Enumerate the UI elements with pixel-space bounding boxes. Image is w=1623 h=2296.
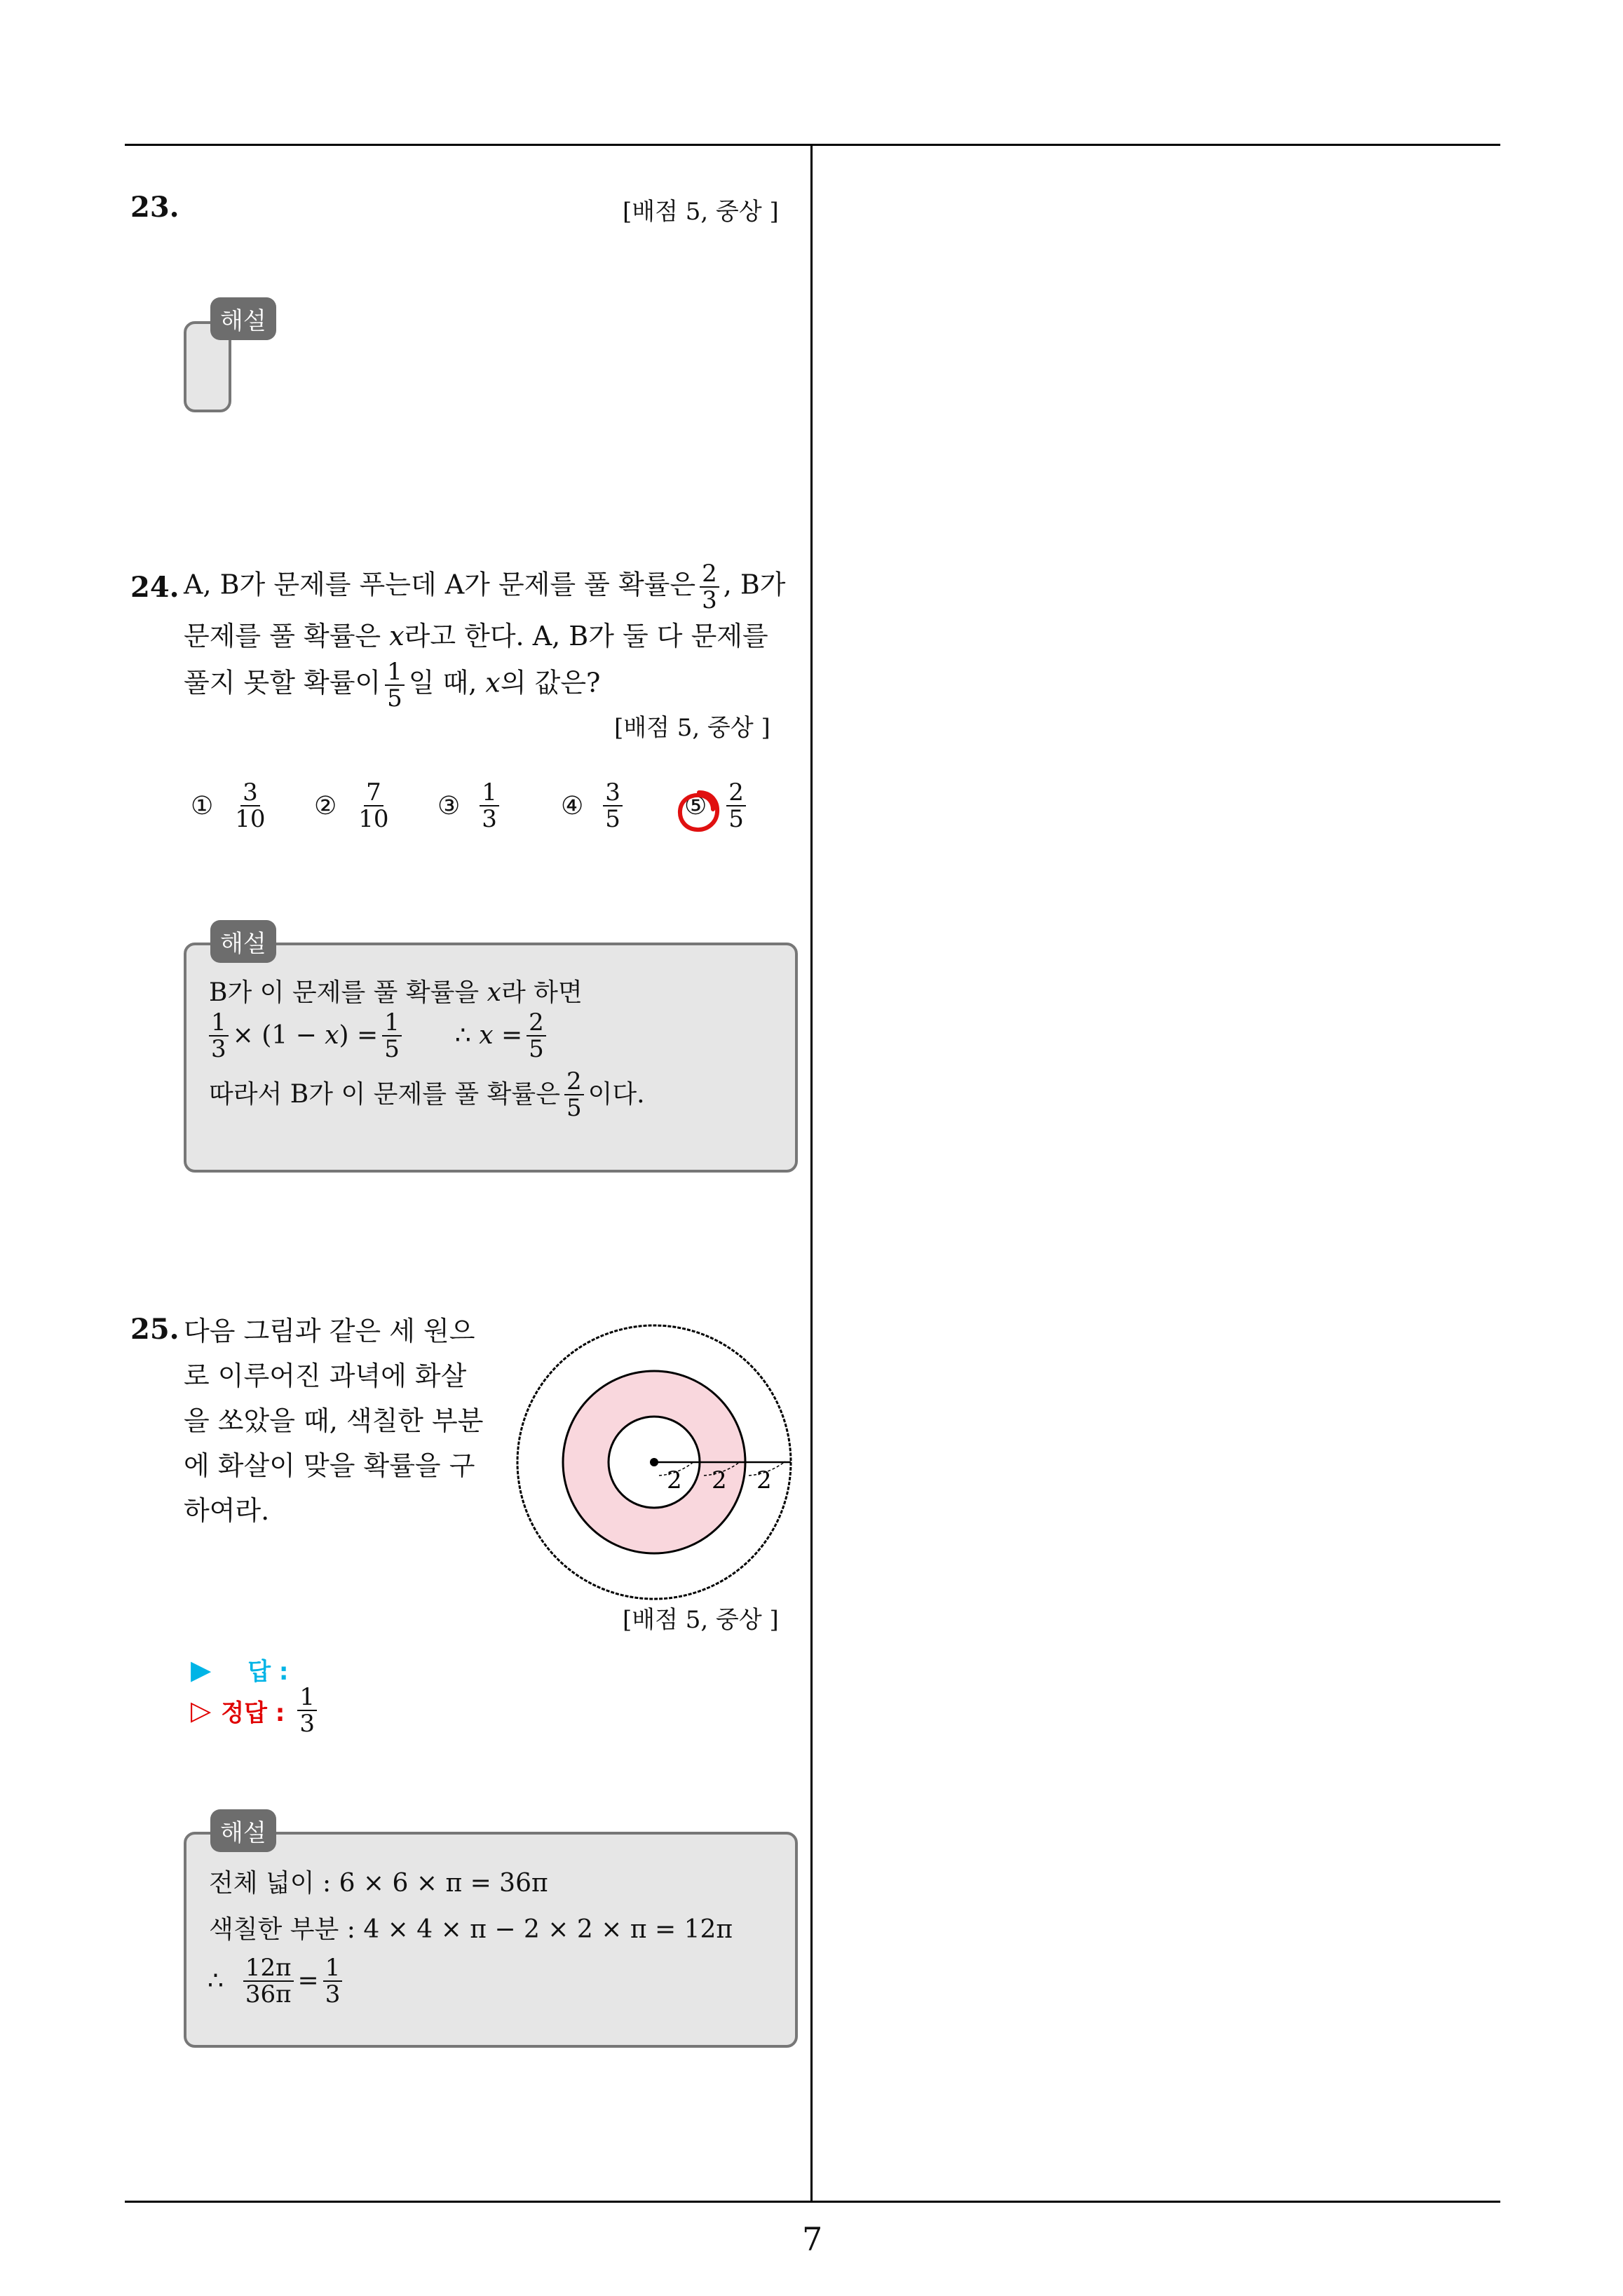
correct-answer-row (191, 1684, 321, 1736)
question-25-solution-line-2: 색칠한 부분 : 4 × 4 × π − 2 × 2 × π = 12π (209, 1915, 733, 1944)
question-24-solution-equation: $\frac{1}{3}$ × (1 − 𝑥) = $\frac{1}{5}$ ∴ 𝑥 = $\frac{2}{5}$ (205, 1010, 550, 1062)
question-24-line-2: 문제를 풀 확률은 𝑥라고 한다. A, B가 둘 다 문제를 (184, 621, 768, 651)
question-25-score: [배점 5, 중상 ] (623, 1606, 779, 1634)
question-24-text (184, 561, 801, 711)
question-24-solution-line-3: 따라서 B가 이 문제를 풀 확률은 $\frac{2}{5}$ 이다. (209, 1067, 645, 1122)
answer-label: 답 : (247, 1658, 289, 1686)
question-25-number: 25. (130, 1313, 179, 1346)
question-23-explanation-tag: 해설 (210, 297, 276, 340)
fraction: $\frac{2}{3}$ (700, 561, 719, 613)
fraction: $\frac{1}{5}$ (385, 659, 405, 711)
question-24-line-3: 풀지 못할 확률이 $\frac{1}{5}$ 일 때, 𝑥의 값은? (184, 658, 601, 713)
hollow-arrow-icon: ▷ (191, 1695, 212, 1726)
question-23-score: [배점 5, 중상 ] (623, 198, 779, 226)
question-24-explanation-tag: 해설 (210, 920, 276, 963)
page-number: 7 (802, 2220, 823, 2258)
column-divider (810, 144, 813, 2203)
choice-5[interactable]: ⑤ $\frac{2}{5}$ (684, 780, 750, 832)
choice-3[interactable]: ③ $\frac{1}{3}$ (437, 780, 503, 832)
question-24-number: 24. (130, 571, 179, 604)
question-24-score: [배점 5, 중상 ] (614, 714, 770, 742)
question-25-explanation-tag: 해설 (210, 1809, 276, 1852)
target-figure (510, 1318, 798, 1606)
correct-fraction: $\frac{1}{3}$ (297, 1684, 317, 1736)
question-24-solution-line-1: B가 이 문제를 풀 확률을 𝑥라 하면 (209, 978, 583, 1007)
question-25-solution-line-1: 전체 넓이 : 6 × 6 × π = 36π (209, 1869, 548, 1898)
bottom-rule (125, 2201, 1500, 2203)
radius-label-2: 2 (712, 1466, 727, 1494)
choice-2[interactable]: ② $\frac{7}{10}$ (314, 778, 389, 833)
radius-label-3: 2 (756, 1466, 772, 1494)
selected-answer-circle-mark (673, 785, 725, 837)
correct-label: 정답 : (221, 1699, 285, 1727)
top-rule (125, 144, 1500, 146)
play-arrow-icon: ▶ (191, 1654, 212, 1685)
answer-row (191, 1652, 289, 1687)
question-23-number: 23. (130, 191, 179, 224)
choice-1[interactable]: ① $\frac{3}{10}$ (191, 778, 266, 833)
question-25-solution-line-3: ∴ $\frac{12\pi}{36\pi}$ = $\frac{1}{3}$ (208, 1955, 346, 2007)
choice-4[interactable]: ④ $\frac{3}{5}$ (561, 780, 627, 832)
question-24-line-1: A, B가 문제를 푸는데 A가 문제를 풀 확률은 $\frac{2}{3}$ , B가 (184, 560, 786, 614)
radius-label-1: 2 (667, 1466, 682, 1494)
question-25-text: 다음 그림과 같은 세 원으 로 이루어진 과녁에 화살 을 쏘았을 때, 색칠한 부분 에 화살이 맞을 확률을 구 하여라. (184, 1316, 484, 1526)
